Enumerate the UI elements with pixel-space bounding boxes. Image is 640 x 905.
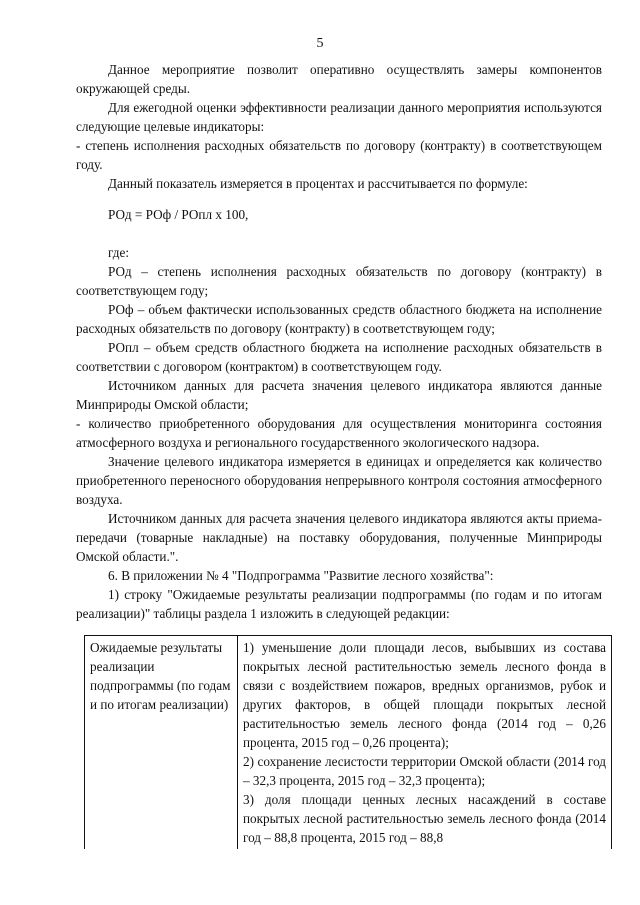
list-item: 1) уменьшение доли площади лесов, выбывших из состава покрытых лесной растительностью земель лесного фонда в связи с воздействием пожаров, вредных организмов, рубок и других факторов, в общей площади покрытых лесной растительностью земель лесного фонда (2014 год – 0,26 процента, 2015 год – 0,26 процента);	[243, 640, 606, 750]
definition: РОпл – объем средств областного бюджета на исполнение расходных обязательств в соответствии с договором (контрактом) в соответствующем году.	[76, 340, 602, 374]
paragraph: Данное мероприятие позволит оперативно осуществлять замеры компонентов окружающей среды.	[76, 62, 602, 96]
table-content-cell	[238, 636, 612, 850]
definition: РОф – объем фактически использованных средств областного бюджета на исполнение расходных обязательств по договору (контракту) в соответствующем году;	[76, 302, 602, 336]
formula: РОд = РОф / РОпл х 100,	[108, 207, 249, 222]
paragraph: 1) строку "Ожидаемые результаты реализации подпрограммы (по годам и по итогам реализации)" таблицы раздела 1 изложить в следующей редакции:	[76, 587, 602, 621]
indicator-item: - количество приобретенного оборудования для осуществления мониторинга состояния атмосферного воздуха и регионального государственного экологического надзора.	[76, 416, 602, 450]
paragraph: Источником данных для расчета значения целевого индикатора являются данные Минприроды Омской области;	[76, 378, 602, 412]
paragraph: Значение целевого индикатора измеряется в единицах и определяется как количество приобретенного переносного оборудования непрерывного контроля состояния атмосферного воздуха.	[76, 454, 602, 507]
table-label-cell: Ожидаемые результаты реализации подпрограммы (по годам и по итогам реализации)	[85, 636, 238, 850]
definition: РОд – степень исполнения расходных обязательств по договору (контракту) в соответствующем году;	[76, 264, 602, 298]
paragraph: Источником данных для расчета значения целевого индикатора являются акты приема-передачи (товарные накладные) на поставку оборудования, полученные Минприроды Омской области.".	[76, 511, 602, 564]
table-row	[85, 636, 612, 850]
indicator-item: - степень исполнения расходных обязательств по договору (контракту) в соответствующем году.	[76, 138, 602, 172]
results-table	[84, 635, 612, 849]
list-item: 3) доля площади ценных лесных насаждений в составе покрытых лесной растительностью земель лесного фонда (2014 год – 88,8 процента, 2015 год – 88,8	[243, 792, 606, 845]
paragraph: где:	[108, 245, 129, 260]
list-item: 2) сохранение лесистости территории Омской области (2014 год – 32,3 процента, 2015 год – 32,3 процента);	[243, 754, 606, 788]
page-number: 5	[316, 36, 324, 51]
paragraph: Для ежегодной оценки эффективности реализации данного мероприятия используются следующие целевые индикаторы:	[76, 100, 602, 134]
paragraph: Данный показатель измеряется в процентах и рассчитывается по формуле:	[108, 176, 528, 191]
document-body	[76, 60, 602, 623]
paragraph: 6. В приложении № 4 "Подпрограмма "Развитие лесного хозяйства":	[108, 568, 494, 583]
